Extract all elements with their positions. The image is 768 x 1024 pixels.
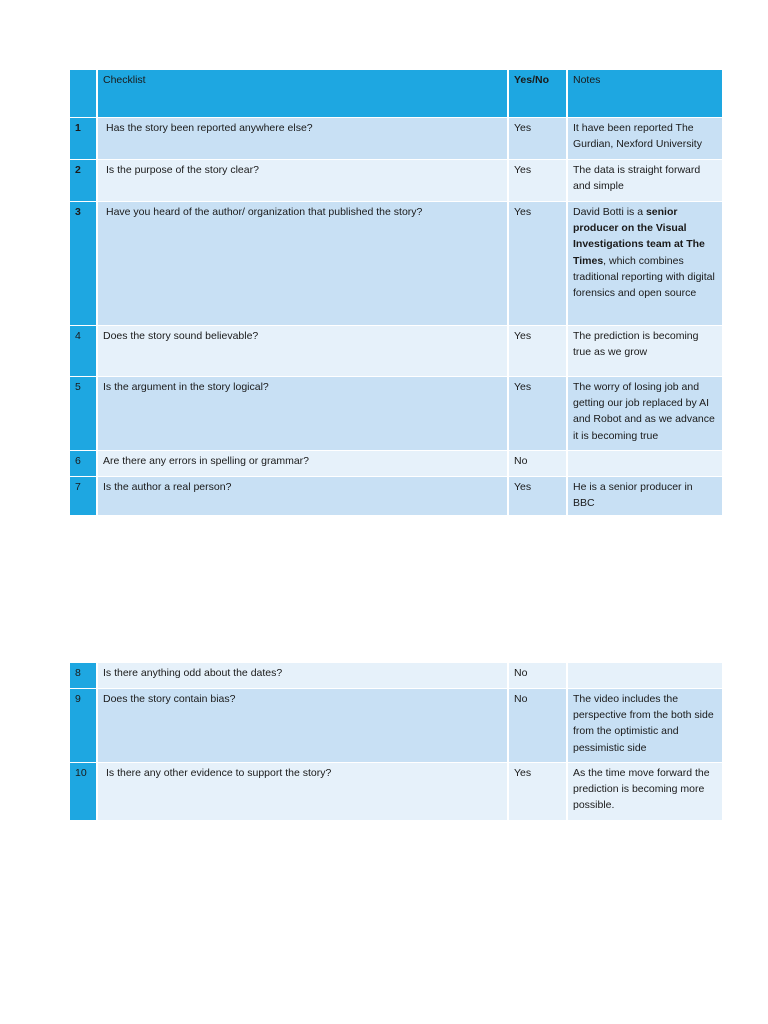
table-row: [70, 477, 722, 516]
checklist-table: [70, 70, 722, 516]
notes-text: , which combines traditional reporting with digital forensics and open source: [573, 254, 715, 300]
row-question: Is there anything odd about the dates?: [96, 663, 507, 689]
header-yes-no: Yes/No: [507, 70, 566, 118]
row-question: Does the story contain bias?: [96, 689, 507, 763]
row-number: 8: [70, 663, 96, 689]
row-answer: Yes: [507, 326, 566, 377]
table-row: [70, 663, 722, 689]
notes-text: David Botti is a: [573, 206, 646, 218]
row-question: Is the purpose of the story clear?: [96, 160, 507, 202]
row-notes: [566, 451, 722, 477]
row-notes: It have been reported The Gurdian, Nexford University: [566, 118, 722, 160]
row-notes: [566, 663, 722, 689]
row-notes: The video includes the perspective from the both side from the optimistic and pessimistic side: [566, 689, 722, 763]
row-answer: Yes: [507, 377, 566, 451]
table-row: [70, 689, 722, 763]
row-notes: As the time move forward the prediction is becoming more possible.: [566, 763, 722, 821]
row-notes: [566, 202, 722, 326]
row-number: 7: [70, 477, 96, 516]
row-question: Are there any errors in spelling or grammar?: [96, 451, 507, 477]
row-number: 4: [70, 326, 96, 377]
row-notes: The data is straight forward and simple: [566, 160, 722, 202]
table-header-row: [70, 70, 722, 118]
row-notes: He is a senior producer in BBC: [566, 477, 722, 516]
row-notes: The prediction is becoming true as we grow: [566, 326, 722, 377]
row-question: Is the argument in the story logical?: [96, 377, 507, 451]
row-notes: The worry of losing job and getting our job replaced by AI and Robot and as we advance it is becoming true: [566, 377, 722, 451]
row-number: 1: [70, 118, 96, 160]
header-checklist: Checklist: [96, 70, 507, 118]
notes-bold-text: senior producer on the Visual Investigations team at The Times: [573, 206, 705, 267]
row-answer: No: [507, 451, 566, 477]
row-answer: Yes: [507, 160, 566, 202]
row-answer: Yes: [507, 477, 566, 516]
checklist-table-continued: [70, 663, 722, 821]
row-question: Have you heard of the author/ organization that published the story?: [96, 202, 507, 326]
row-number: 6: [70, 451, 96, 477]
table-row: [70, 202, 722, 326]
table-row: [70, 451, 722, 477]
table-row: [70, 326, 722, 377]
row-number: 10: [70, 763, 96, 821]
table-row: [70, 160, 722, 202]
table-row: [70, 377, 722, 451]
row-question: Is the author a real person?: [96, 477, 507, 516]
row-answer: No: [507, 663, 566, 689]
row-question: Is there any other evidence to support the story?: [96, 763, 507, 821]
table-row: [70, 118, 722, 160]
row-question: Does the story sound believable?: [96, 326, 507, 377]
row-question: Has the story been reported anywhere else?: [96, 118, 507, 160]
row-number: 9: [70, 689, 96, 763]
row-answer: Yes: [507, 202, 566, 326]
row-answer: Yes: [507, 763, 566, 821]
row-number: 5: [70, 377, 96, 451]
row-number: 2: [70, 160, 96, 202]
header-notes: Notes: [566, 70, 722, 118]
row-answer: No: [507, 689, 566, 763]
row-number: 3: [70, 202, 96, 326]
row-answer: Yes: [507, 118, 566, 160]
header-number: [70, 70, 96, 118]
table-row: [70, 763, 722, 821]
